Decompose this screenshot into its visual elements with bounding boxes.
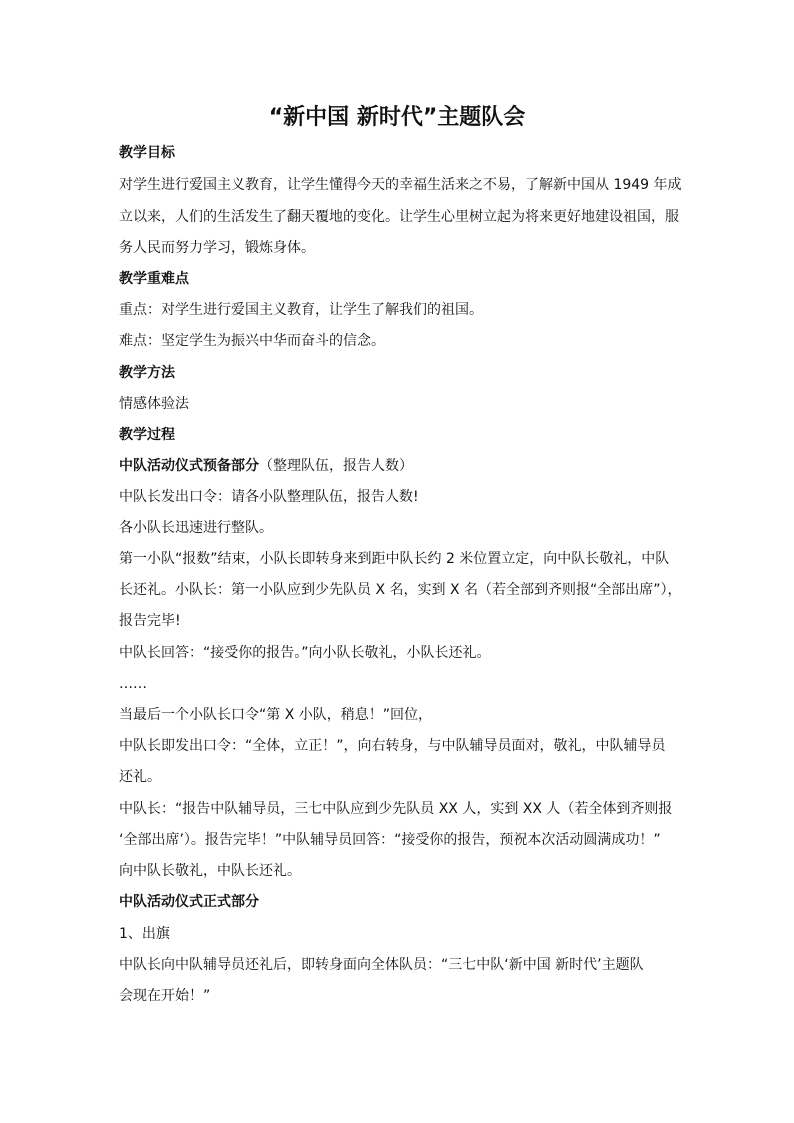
heading-key-difficult: 教学重难点 xyxy=(119,271,189,287)
prep-heading-bold: 中队活动仪式预备部分 xyxy=(119,458,259,474)
teaching-method: 情感体验法 xyxy=(119,396,189,412)
report-line-3: 报告完毕! xyxy=(119,613,181,629)
captain-report-line-3: 向中队长敬礼，中队长还礼。 xyxy=(119,863,301,879)
paragraph-order: 中队长发出口令：请各小队整理队伍，报告人数! xyxy=(119,489,419,505)
ellipsis: …… xyxy=(119,676,147,692)
paragraph-last-squad: 当最后一个小队长口令“第 X 小队，稍息！”回位， xyxy=(119,707,432,723)
difficult-point: 难点：坚定学生为振兴中华而奋斗的信念。 xyxy=(119,333,385,349)
heading-teaching-goals: 教学目标 xyxy=(119,145,175,161)
heading-prep-section xyxy=(119,456,679,476)
goal-line-1: 对学生进行爱国主义教育，让学生懂得今天的幸福生活来之不易，了解新中国从 1949 年成 xyxy=(119,177,682,193)
start-line-2: 会现在开始！” xyxy=(119,988,211,1004)
paragraph-line-up: 各小队长迅速进行整队。 xyxy=(119,520,273,536)
goal-line-3: 务人民而努力学习，锻炼身体。 xyxy=(119,240,315,256)
captain-report-line-2: ‘全部出席’）。报告完毕！”中队辅导员回答：“接受你的报告，预祝本次活动圆满成功！” xyxy=(119,832,661,848)
step-flag-out: 1、出旗 xyxy=(119,926,170,942)
attention-line-1: 中队长即发出口令：“全体，立正！”，向右转身，与中队辅导员面对，敬礼，中队辅导员 xyxy=(119,738,666,754)
key-point: 重点：对学生进行爱国主义教育，让学生了解我们的祖国。 xyxy=(119,302,483,318)
heading-formal-section: 中队活动仪式正式部分 xyxy=(119,894,259,910)
report-line-1: 第一小队“报数”结束，小队长即转身来到距中队长约 2 米位置立定，向中队长敬礼，中队 xyxy=(119,551,670,567)
heading-teaching-process: 教学过程 xyxy=(119,427,175,443)
attention-line-2: 还礼。 xyxy=(119,769,161,785)
heading-teaching-method: 教学方法 xyxy=(119,365,175,381)
document-title: “新中国 新时代”主题队会 xyxy=(268,105,526,130)
report-line-2: 长还礼。小队长：第一小队应到少先队员 X 名，实到 X 名（若全部到齐则报“全部出席”）， xyxy=(119,582,682,598)
paragraph-answer: 中队长回答：“接受你的报告。”向小队长敬礼，小队长还礼。 xyxy=(119,645,491,661)
start-line-1: 中队长向中队辅导员还礼后，即转身面向全体队员：“三七中队‘新中国 新时代’主题队 xyxy=(119,957,644,973)
goal-line-2: 立以来，人们的生活发生了翻天覆地的变化。让学生心里树立起为将来更好地建设祖国，服 xyxy=(119,209,679,225)
captain-report-line-1: 中队长：“报告中队辅导员，三七中队应到少先队员 XX 人，实到 XX 人（若全体到齐则报 xyxy=(119,801,673,817)
prep-heading-rest: （整理队伍，报告人数） xyxy=(259,458,413,474)
